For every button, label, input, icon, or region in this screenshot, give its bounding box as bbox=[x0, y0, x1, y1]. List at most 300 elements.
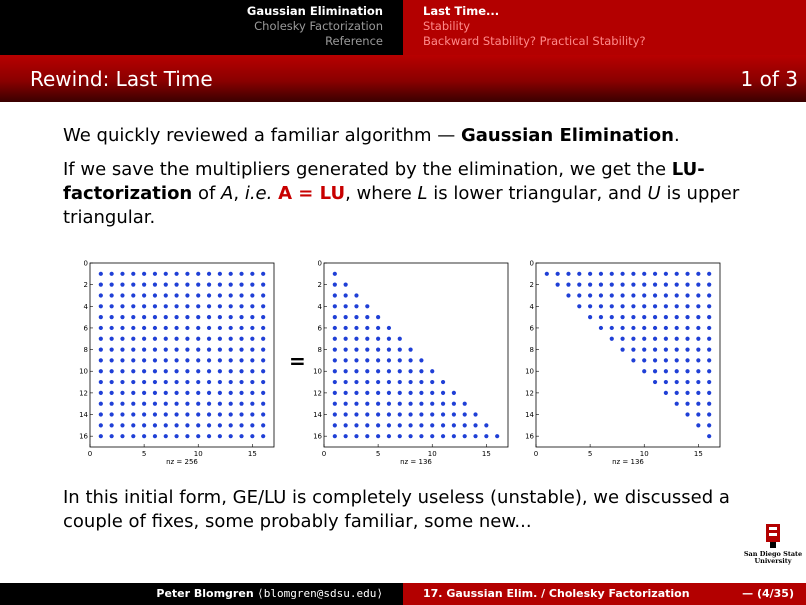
nonzero-entry bbox=[196, 402, 200, 406]
nonzero-entry bbox=[239, 304, 243, 308]
y-tick-label: 0 bbox=[317, 259, 322, 268]
y-tick-label: 10 bbox=[313, 367, 322, 376]
paragraph-intro bbox=[63, 124, 763, 148]
nonzero-entry bbox=[376, 315, 380, 319]
nav-subsection-last-time[interactable]: Last Time... bbox=[423, 4, 500, 18]
nonzero-entry bbox=[376, 358, 380, 362]
nonzero-entry bbox=[354, 315, 358, 319]
nonzero-entry bbox=[387, 391, 391, 395]
nonzero-entry bbox=[229, 337, 233, 341]
nonzero-entry bbox=[664, 315, 668, 319]
nonzero-entry bbox=[387, 423, 391, 427]
nonzero-entry bbox=[419, 412, 423, 416]
nonzero-entry bbox=[110, 358, 114, 362]
nonzero-entry bbox=[376, 402, 380, 406]
nav-section-reference[interactable]: Reference bbox=[325, 34, 383, 48]
nonzero-entry bbox=[110, 434, 114, 438]
nonzero-entry bbox=[408, 391, 412, 395]
nonzero-entry bbox=[463, 434, 467, 438]
nonzero-entry bbox=[229, 283, 233, 287]
nonzero-entry bbox=[131, 337, 135, 341]
nonzero-entry bbox=[577, 304, 581, 308]
nonzero-entry bbox=[174, 380, 178, 384]
nonzero-entry bbox=[610, 337, 614, 341]
nonzero-entry bbox=[707, 412, 711, 416]
nonzero-entry bbox=[261, 434, 265, 438]
nonzero-entry bbox=[452, 412, 456, 416]
footer-author bbox=[156, 587, 383, 600]
nonzero-entry bbox=[365, 380, 369, 384]
nonzero-entry bbox=[142, 434, 146, 438]
nonzero-entry bbox=[419, 380, 423, 384]
top-navigation bbox=[0, 0, 806, 55]
nonzero-entry bbox=[675, 293, 679, 297]
paragraph-stability: In this initial form, GE/LU is completely useless (unstable), we discussed a couple of fixes, some probably familiar, some new... bbox=[63, 487, 730, 532]
equation-a-equals-lu: A = LU bbox=[278, 183, 346, 204]
plot-frame bbox=[90, 263, 274, 447]
nonzero-entry bbox=[631, 272, 635, 276]
nonzero-entry bbox=[430, 412, 434, 416]
nonzero-entry bbox=[365, 337, 369, 341]
nonzero-entry bbox=[164, 402, 168, 406]
nav-subsection-stability[interactable]: Stability bbox=[423, 19, 471, 33]
nonzero-entry bbox=[556, 272, 560, 276]
section-nav bbox=[0, 0, 403, 55]
nonzero-entry bbox=[218, 412, 222, 416]
nonzero-entry bbox=[376, 326, 380, 330]
nonzero-entry bbox=[153, 293, 157, 297]
nonzero-entry bbox=[430, 402, 434, 406]
nonzero-entry bbox=[239, 358, 243, 362]
nonzero-entry bbox=[610, 326, 614, 330]
nonzero-entry bbox=[344, 283, 348, 287]
nonzero-entry bbox=[218, 283, 222, 287]
nonzero-entry bbox=[250, 272, 254, 276]
nonzero-entry bbox=[196, 380, 200, 384]
nonzero-entry bbox=[207, 369, 211, 373]
nonzero-entry bbox=[664, 369, 668, 373]
nonzero-entry bbox=[120, 315, 124, 319]
x-tick-label: 0 bbox=[533, 450, 539, 458]
nonzero-entry bbox=[430, 380, 434, 384]
nonzero-entry bbox=[131, 283, 135, 287]
nonzero-entry bbox=[354, 337, 358, 341]
nonzero-entry bbox=[174, 369, 178, 373]
equals-sign: = bbox=[289, 349, 306, 373]
nonzero-entry bbox=[354, 402, 358, 406]
nonzero-entry bbox=[229, 315, 233, 319]
nonzero-entry bbox=[333, 283, 337, 287]
nonzero-entry bbox=[99, 412, 103, 416]
nonzero-entry bbox=[419, 358, 423, 362]
nonzero-entry bbox=[207, 402, 211, 406]
nonzero-entry bbox=[387, 358, 391, 362]
nonzero-entry bbox=[696, 402, 700, 406]
nonzero-entry bbox=[653, 347, 657, 351]
nav-section-cholesky-factorization[interactable]: Cholesky Factorization bbox=[254, 19, 383, 33]
subsection-nav bbox=[403, 0, 806, 55]
nonzero-entry bbox=[207, 304, 211, 308]
nonzero-entry bbox=[250, 304, 254, 308]
nonzero-entry bbox=[99, 369, 103, 373]
nonzero-entry bbox=[164, 337, 168, 341]
nonzero-entry bbox=[239, 326, 243, 330]
nonzero-entry bbox=[473, 412, 477, 416]
nonzero-entry bbox=[387, 369, 391, 373]
nonzero-entry bbox=[207, 347, 211, 351]
nonzero-entry bbox=[354, 423, 358, 427]
y-tick-label: 0 bbox=[529, 259, 534, 268]
nonzero-entry bbox=[398, 402, 402, 406]
nonzero-entry bbox=[333, 358, 337, 362]
plot-frame bbox=[324, 263, 508, 447]
nonzero-entry bbox=[120, 272, 124, 276]
nonzero-entry bbox=[153, 434, 157, 438]
nonzero-entry bbox=[196, 434, 200, 438]
nonzero-entry bbox=[174, 315, 178, 319]
nonzero-entry bbox=[131, 304, 135, 308]
nonzero-entry bbox=[685, 304, 689, 308]
nonzero-entry bbox=[153, 304, 157, 308]
y-tick-label: 6 bbox=[83, 324, 88, 333]
nonzero-entry bbox=[631, 358, 635, 362]
nonzero-entry bbox=[142, 347, 146, 351]
nonzero-entry bbox=[664, 272, 668, 276]
nonzero-entry bbox=[185, 347, 189, 351]
y-tick-label: 10 bbox=[525, 367, 534, 376]
nonzero-entry bbox=[174, 412, 178, 416]
nonzero-entry bbox=[642, 326, 646, 330]
nonzero-entry bbox=[408, 434, 412, 438]
nonzero-entry bbox=[653, 326, 657, 330]
nonzero-entry bbox=[642, 315, 646, 319]
nonzero-entry bbox=[365, 423, 369, 427]
y-tick-label: 2 bbox=[83, 281, 88, 290]
nonzero-entry bbox=[218, 358, 222, 362]
nonzero-entry bbox=[344, 337, 348, 341]
x-tick-label: 5 bbox=[141, 450, 147, 458]
nonzero-entry bbox=[653, 283, 657, 287]
x-tick-label: 5 bbox=[587, 450, 593, 458]
nonzero-entry bbox=[588, 293, 592, 297]
nonzero-entry bbox=[556, 283, 560, 287]
nonzero-entry bbox=[99, 358, 103, 362]
nonzero-entry bbox=[142, 337, 146, 341]
nonzero-entry bbox=[696, 369, 700, 373]
nonzero-entry bbox=[142, 304, 146, 308]
nonzero-entry bbox=[354, 293, 358, 297]
nav-subsection-backward-stability[interactable]: Backward Stability? Practical Stability? bbox=[423, 34, 646, 48]
nonzero-entry bbox=[631, 347, 635, 351]
nonzero-entry bbox=[250, 326, 254, 330]
y-tick-label: 8 bbox=[83, 346, 88, 355]
nonzero-entry bbox=[365, 412, 369, 416]
nonzero-entry bbox=[229, 391, 233, 395]
nonzero-entry bbox=[620, 337, 624, 341]
nonzero-entry bbox=[398, 347, 402, 351]
nonzero-entry bbox=[620, 293, 624, 297]
nonzero-entry bbox=[250, 391, 254, 395]
nonzero-entry bbox=[99, 326, 103, 330]
nonzero-entry bbox=[229, 293, 233, 297]
nonzero-entry bbox=[185, 369, 189, 373]
nonzero-entry bbox=[333, 304, 337, 308]
nonzero-entry bbox=[642, 337, 646, 341]
nonzero-entry bbox=[174, 326, 178, 330]
author-name: Peter Blomgren bbox=[156, 587, 254, 600]
nonzero-entry bbox=[120, 337, 124, 341]
nonzero-entry bbox=[196, 315, 200, 319]
nonzero-entry bbox=[441, 380, 445, 384]
gaussian-elimination-term: Gaussian Elimination bbox=[460, 125, 674, 146]
nonzero-entry bbox=[463, 423, 467, 427]
nonzero-entry bbox=[707, 326, 711, 330]
nonzero-entry bbox=[441, 412, 445, 416]
nonzero-entry bbox=[653, 358, 657, 362]
nonzero-entry bbox=[707, 358, 711, 362]
logo-line-2: University bbox=[754, 557, 792, 565]
footer-title-area bbox=[403, 583, 806, 605]
nonzero-entry bbox=[495, 434, 499, 438]
nonzero-entry bbox=[131, 412, 135, 416]
nonzero-entry bbox=[207, 315, 211, 319]
nonzero-entry bbox=[707, 369, 711, 373]
nonzero-entry bbox=[110, 369, 114, 373]
nonzero-entry bbox=[164, 272, 168, 276]
plot-frame bbox=[536, 263, 720, 447]
nonzero-entry bbox=[239, 423, 243, 427]
nonzero-entry bbox=[685, 369, 689, 373]
frame-title-bar bbox=[0, 55, 806, 102]
nonzero-entry bbox=[675, 272, 679, 276]
nonzero-entry bbox=[631, 283, 635, 287]
y-tick-label: 14 bbox=[525, 411, 534, 420]
nonzero-entry bbox=[685, 283, 689, 287]
x-tick-label: 10 bbox=[427, 450, 437, 458]
nonzero-entry bbox=[207, 380, 211, 384]
nonzero-entry bbox=[239, 380, 243, 384]
nonzero-entry bbox=[430, 369, 434, 373]
nonzero-entry bbox=[664, 380, 668, 384]
author-email: ⟨blomgren@sdsu.edu⟩ bbox=[257, 587, 383, 600]
nonzero-entry bbox=[441, 402, 445, 406]
nonzero-entry bbox=[452, 391, 456, 395]
nonzero-entry bbox=[153, 412, 157, 416]
nonzero-entry bbox=[398, 412, 402, 416]
nonzero-entry bbox=[599, 326, 603, 330]
lu-text-g: is upper triangular. bbox=[63, 183, 740, 228]
nonzero-entry bbox=[344, 358, 348, 362]
nonzero-entry bbox=[610, 304, 614, 308]
symbol-l: L bbox=[417, 183, 428, 204]
nonzero-entry bbox=[675, 358, 679, 362]
nonzero-entry bbox=[642, 283, 646, 287]
nonzero-entry bbox=[196, 358, 200, 362]
footer-lecture-title: 17. Gaussian Elim. / Cholesky Factorization bbox=[423, 587, 690, 600]
nonzero-entry bbox=[239, 315, 243, 319]
nonzero-entry bbox=[131, 272, 135, 276]
nonzero-entry bbox=[333, 337, 337, 341]
nonzero-entry bbox=[196, 272, 200, 276]
nonzero-entry bbox=[631, 293, 635, 297]
nonzero-entry bbox=[599, 304, 603, 308]
nonzero-entry bbox=[354, 380, 358, 384]
nonzero-entry bbox=[365, 304, 369, 308]
nav-section-gaussian-elimination[interactable]: Gaussian Elimination bbox=[246, 4, 383, 18]
nonzero-entry bbox=[430, 391, 434, 395]
nonzero-entry bbox=[239, 391, 243, 395]
nonzero-entry bbox=[484, 423, 488, 427]
nonzero-entry bbox=[218, 272, 222, 276]
nonzero-entry bbox=[99, 402, 103, 406]
lu-text-b: of bbox=[192, 183, 222, 204]
y-tick-label: 14 bbox=[313, 411, 322, 420]
nonzero-entry bbox=[642, 369, 646, 373]
nonzero-entry bbox=[696, 326, 700, 330]
nonzero-entry bbox=[99, 347, 103, 351]
nonzero-entry bbox=[642, 358, 646, 362]
nonzero-entry bbox=[142, 369, 146, 373]
nonzero-entry bbox=[142, 412, 146, 416]
nonzero-entry bbox=[419, 402, 423, 406]
nonzero-entry bbox=[545, 272, 549, 276]
nonzero-entry bbox=[631, 315, 635, 319]
nonzero-entry bbox=[261, 391, 265, 395]
nonzero-entry bbox=[142, 283, 146, 287]
nonzero-entry bbox=[675, 337, 679, 341]
nonzero-entry bbox=[110, 412, 114, 416]
nonzero-entry bbox=[153, 347, 157, 351]
nonzero-entry bbox=[174, 272, 178, 276]
x-tick-label: 0 bbox=[321, 450, 327, 458]
nonzero-entry bbox=[99, 434, 103, 438]
nonzero-entry bbox=[110, 326, 114, 330]
nonzero-entry bbox=[218, 326, 222, 330]
nonzero-entry bbox=[354, 412, 358, 416]
y-tick-label: 12 bbox=[79, 389, 88, 398]
nonzero-entry bbox=[196, 391, 200, 395]
nonzero-entry bbox=[354, 434, 358, 438]
nonzero-entry bbox=[250, 283, 254, 287]
footer-author-area bbox=[0, 583, 403, 605]
y-tick-label: 4 bbox=[529, 302, 534, 311]
nonzero-entry bbox=[110, 391, 114, 395]
nonzero-entry bbox=[218, 304, 222, 308]
sdsu-logo bbox=[743, 522, 803, 572]
nonzero-entry bbox=[696, 293, 700, 297]
nonzero-entry bbox=[408, 380, 412, 384]
nonzero-entry bbox=[398, 337, 402, 341]
nonzero-entry bbox=[120, 412, 124, 416]
nonzero-entry bbox=[153, 423, 157, 427]
nonzero-entry bbox=[696, 304, 700, 308]
nonzero-entry bbox=[398, 380, 402, 384]
nonzero-entry bbox=[185, 326, 189, 330]
nonzero-entry bbox=[473, 434, 477, 438]
nonzero-entry bbox=[218, 347, 222, 351]
nonzero-entry bbox=[110, 347, 114, 351]
paragraph-lu bbox=[63, 158, 763, 230]
nonzero-entry bbox=[599, 315, 603, 319]
nonzero-entry bbox=[696, 412, 700, 416]
nonzero-entry bbox=[610, 315, 614, 319]
nonzero-entry bbox=[131, 423, 135, 427]
nonzero-entry bbox=[164, 293, 168, 297]
nonzero-entry bbox=[484, 434, 488, 438]
nonzero-entry bbox=[376, 412, 380, 416]
nonzero-entry bbox=[164, 412, 168, 416]
nonzero-entry bbox=[408, 358, 412, 362]
intro-text: We quickly reviewed a familiar algorithm — bbox=[63, 125, 461, 146]
nonzero-entry bbox=[239, 347, 243, 351]
nonzero-entry bbox=[408, 423, 412, 427]
nonzero-entry bbox=[131, 347, 135, 351]
nonzero-entry bbox=[707, 347, 711, 351]
nonzero-entry bbox=[142, 272, 146, 276]
nonzero-entry bbox=[675, 283, 679, 287]
nonzero-entry bbox=[588, 272, 592, 276]
nonzero-entry bbox=[333, 347, 337, 351]
nonzero-entry bbox=[196, 326, 200, 330]
spy-plot-2 bbox=[313, 260, 508, 467]
nonzero-entry bbox=[664, 337, 668, 341]
nonzero-entry bbox=[153, 326, 157, 330]
nonzero-entry bbox=[164, 380, 168, 384]
nonzero-entry bbox=[174, 402, 178, 406]
nonzero-entry bbox=[218, 380, 222, 384]
nonzero-entry bbox=[653, 369, 657, 373]
nonzero-entry bbox=[99, 283, 103, 287]
nonzero-entry bbox=[229, 423, 233, 427]
nonzero-entry bbox=[566, 272, 570, 276]
lu-factorization-term: LU-factorization bbox=[63, 159, 705, 204]
nz-count-label: nz = 256 bbox=[166, 458, 198, 466]
nonzero-entry bbox=[229, 402, 233, 406]
nonzero-entry bbox=[685, 272, 689, 276]
nonzero-entry bbox=[620, 326, 624, 330]
nonzero-entry bbox=[685, 391, 689, 395]
nonzero-entry bbox=[473, 423, 477, 427]
nonzero-entry bbox=[131, 369, 135, 373]
nonzero-entry bbox=[387, 347, 391, 351]
nonzero-entry bbox=[185, 358, 189, 362]
nonzero-entry bbox=[333, 391, 337, 395]
lu-text-e: , where bbox=[345, 183, 418, 204]
nonzero-entry bbox=[99, 337, 103, 341]
nonzero-entry bbox=[685, 380, 689, 384]
nonzero-entry bbox=[164, 434, 168, 438]
nonzero-entry bbox=[387, 402, 391, 406]
nonzero-entry bbox=[664, 283, 668, 287]
nonzero-entry bbox=[261, 326, 265, 330]
lu-text-f: is lower triangular, and bbox=[427, 183, 648, 204]
nonzero-entry bbox=[207, 272, 211, 276]
y-tick-label: 8 bbox=[529, 346, 534, 355]
nonzero-entry bbox=[99, 272, 103, 276]
nonzero-entry bbox=[164, 358, 168, 362]
nonzero-entry bbox=[196, 369, 200, 373]
nonzero-entry bbox=[653, 304, 657, 308]
nonzero-entry bbox=[675, 304, 679, 308]
nonzero-entry bbox=[344, 423, 348, 427]
nonzero-entry bbox=[218, 434, 222, 438]
nonzero-entry bbox=[142, 358, 146, 362]
nonzero-entry bbox=[354, 358, 358, 362]
nonzero-entry bbox=[398, 391, 402, 395]
nonzero-entry bbox=[675, 326, 679, 330]
nonzero-entry bbox=[344, 434, 348, 438]
nonzero-entry bbox=[207, 326, 211, 330]
